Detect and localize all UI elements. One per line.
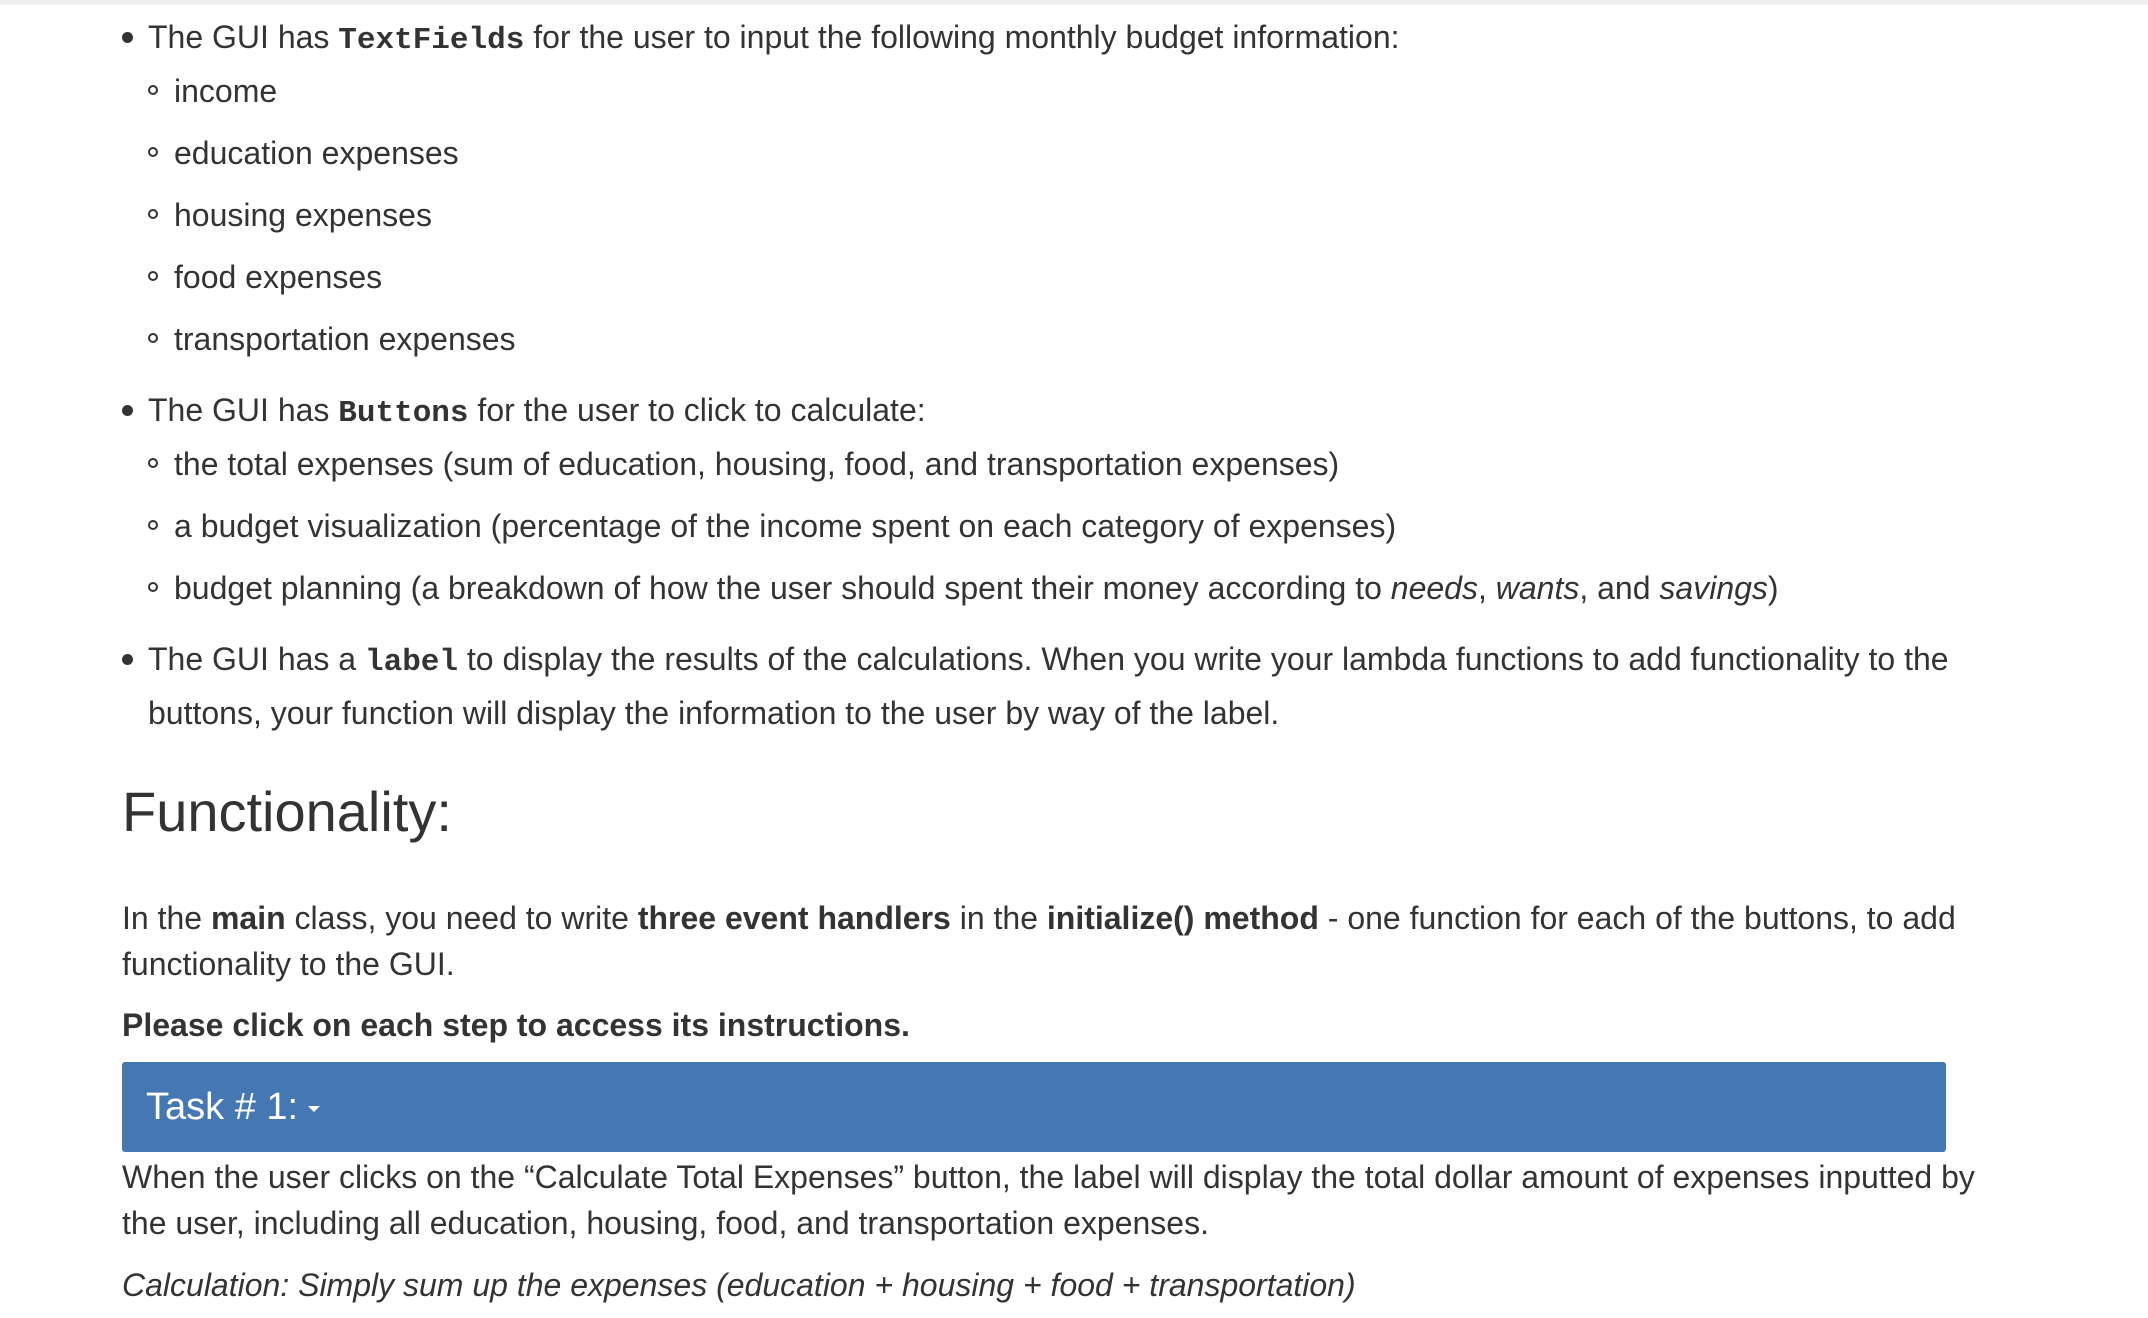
list-item-textfields: The GUI has TextFields for the user to input the following monthly budget information: income education expenses housing expenses food expenses transportation expenses (122, 12, 2022, 365)
document-content (122, 12, 2022, 1308)
list-item: the total expenses (sum of education, housing, food, and transportation expenses) (148, 439, 2022, 490)
task-1-toggle[interactable] (122, 1062, 1946, 1152)
list-item: housing expenses (148, 190, 2022, 241)
calculations-list (148, 439, 2022, 614)
list-item-label: The GUI has a label to display the results of the calculations. When you write your lambda functions to add functionality to the buttons, your function will display the information to the user by way of the label. (122, 634, 2022, 739)
list-item-buttons: The GUI has Buttons for the user to click to calculate: the total expenses (sum of education, housing, food, and transportation expenses) a budget visualization (percentage of the income spent on each category of expenses) budget planning (a breakdown of how the user should spent their money according to needs, wants, and savings) (122, 385, 2022, 614)
section-heading: Functionality: (122, 780, 452, 843)
intro-paragraph: In the main class, you need to write three event handlers in the initialize() method - one function for each of the buttons, to add functionality to the GUI. (122, 900, 1956, 982)
code-textfields: TextFields (338, 23, 525, 58)
gui-components-list (122, 12, 2022, 739)
task-1-description: When the user clicks on the “Calculate Total Expenses” button, the label will display the total dollar amount of expenses inputted by the user, including all education, housing, food, and transportation expenses. (122, 1159, 1975, 1241)
list-item: education expenses (148, 128, 2022, 179)
top-divider (0, 0, 2148, 5)
code-buttons: Buttons (338, 396, 469, 431)
click-instruction: Please click on each step to access its instructions. (122, 1007, 910, 1043)
budget-inputs-list (148, 66, 2022, 365)
list-item: a budget visualization (percentage of the income spent on each category of expenses) (148, 501, 2022, 552)
task-1-title: Task # 1: (146, 1086, 299, 1128)
list-item: food expenses (148, 252, 2022, 303)
list-item: income (148, 66, 2022, 117)
list-item: transportation expenses (148, 314, 2022, 365)
code-label: label (364, 645, 458, 680)
list-item-budget-planning: budget planning (a breakdown of how the user should spent their money according to needs, wants, and savings) (148, 563, 2022, 614)
caret-down-icon (308, 1106, 320, 1112)
task-1-calculation: Calculation: Simply sum up the expenses (education + housing + food + transportation) (122, 1267, 1356, 1303)
